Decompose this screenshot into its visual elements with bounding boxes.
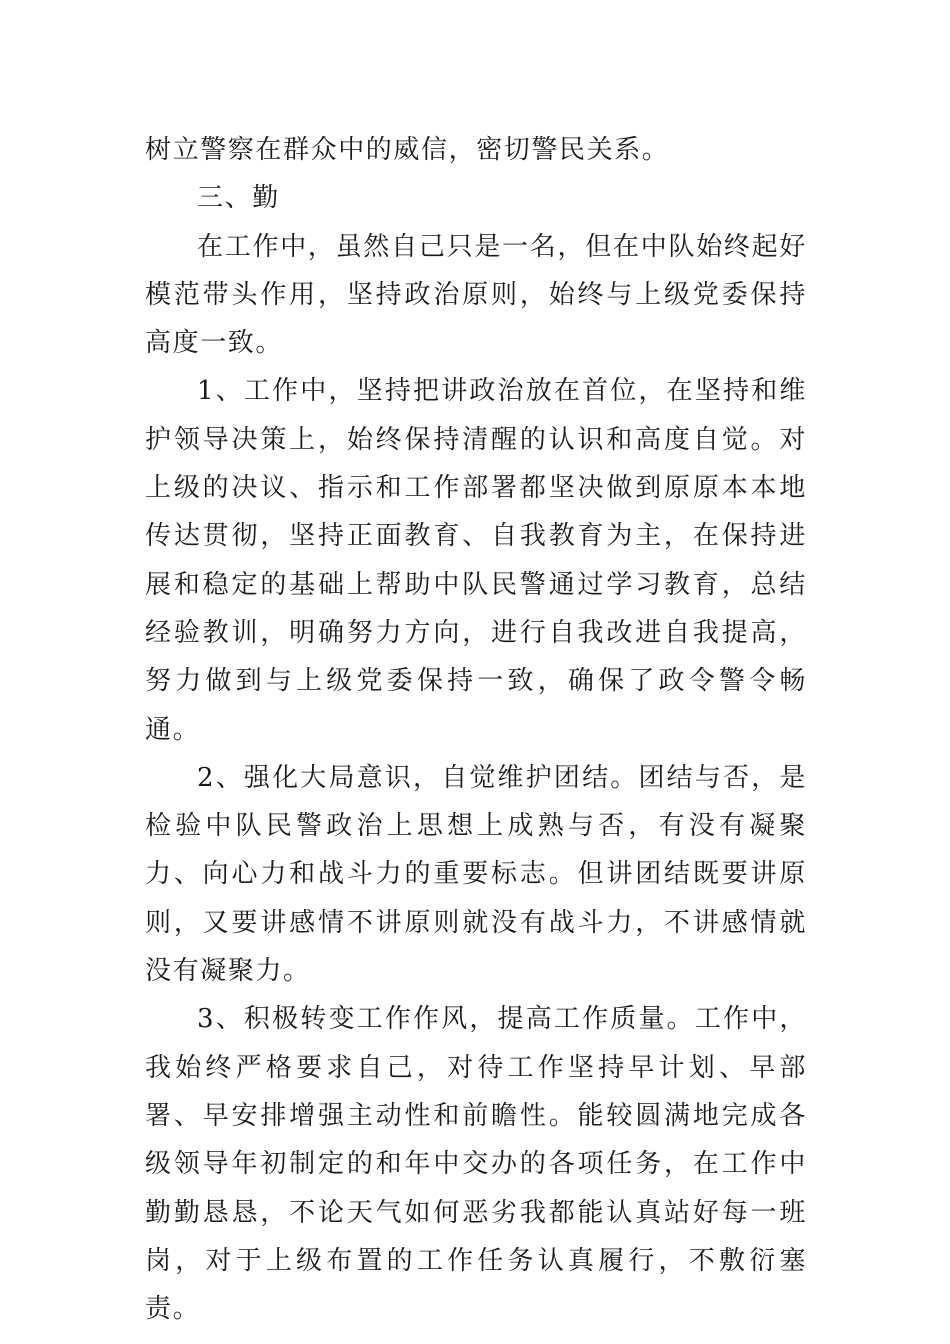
document-body — [145, 126, 807, 1333]
paragraph-6: 3、积极转变工作作风，提高工作质量。工作中，我始终严格要求自己，对待工作坚持早计划、早部署、早安排增强主动性和前瞻性。能较圆满地完成各级领导年初制定的和年中交办的各项任务，在工作中勤勤恳恳，不论天气如何恶劣我都能认真站好每一班岗，对于上级布置的工作任务认真履行，不敷衍塞责。 — [145, 1004, 807, 1325]
paragraph-4: 1、工作中，坚持把讲政治放在首位，在坚持和维护领导决策上，始终保持清醒的认识和高度自觉。对上级的决议、指示和工作部署都坚决做到原原本本地传达贯彻，坚持正面教育、自我教育为主，在保持进展和稳定的基础上帮助中队民警通过学习教育，总结经验教训，明确努力方向，进行自我改进自我提高，努力做到与上级党委保持一致，确保了政令警令畅通。 — [145, 376, 807, 745]
paragraph-1: 树立警察在群众中的威信，密切警民关系。 — [145, 135, 670, 165]
paragraph-5: 2、强化大局意识，自觉维护团结。团结与否，是检验中队民警政治上思想上成熟与否，有没有凝聚力、向心力和战斗力的重要标志。但讲团结既要讲原则，又要讲感情不讲原则就没有战斗力，不讲感情就没有凝聚力。 — [145, 762, 807, 987]
section-heading: 三、勤 — [197, 183, 280, 214]
paragraph-3: 在工作中，虽然自己只是一名，但在中队始终起好模范带头作用，坚持政治原则，始终与上级党委保持高度一致。 — [145, 231, 807, 359]
